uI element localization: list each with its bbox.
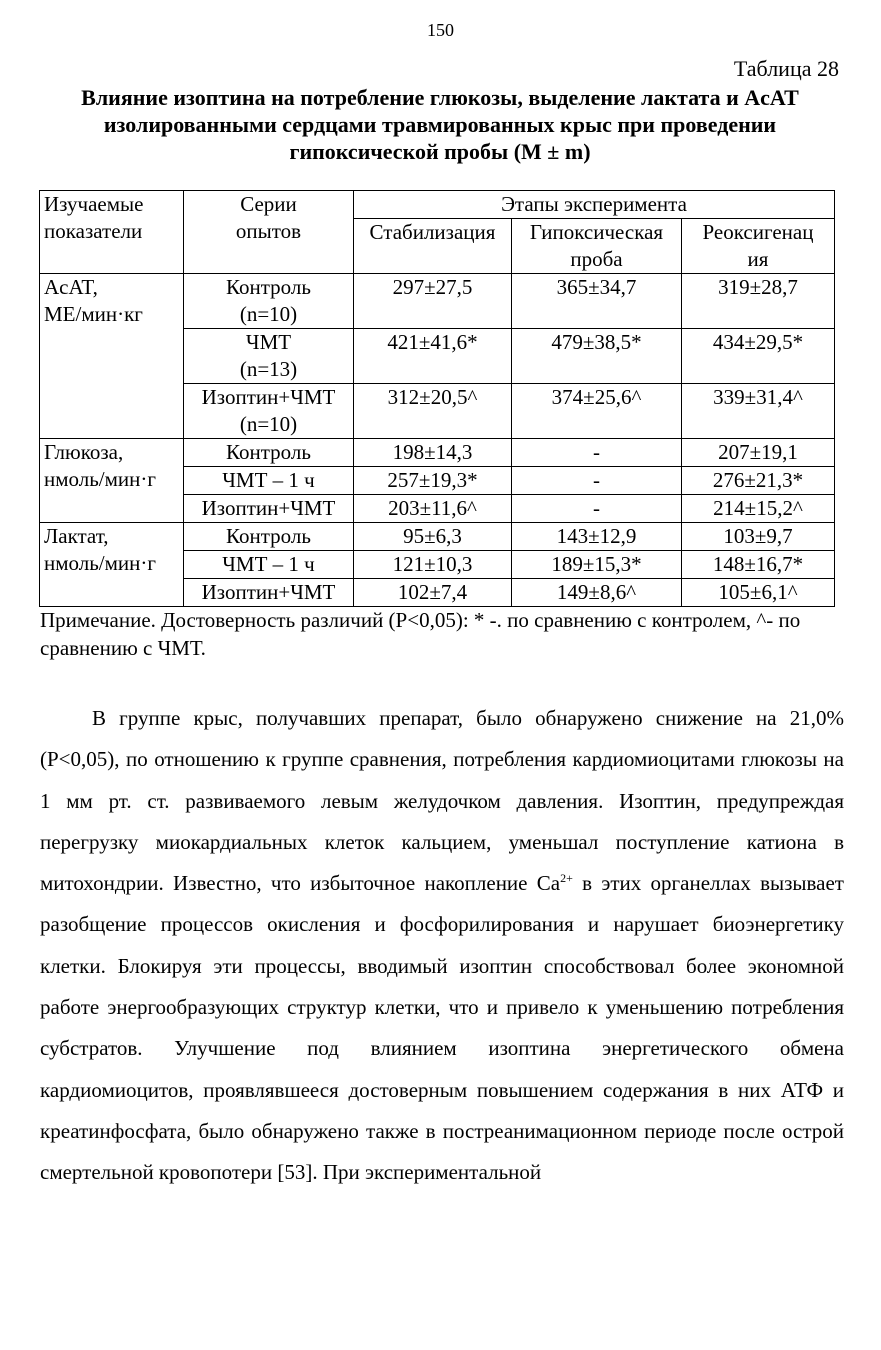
- value-cell: 339±31,4^: [682, 384, 835, 439]
- value-cell: 312±20,5^: [354, 384, 512, 439]
- value-cell: 434±29,5*: [682, 329, 835, 384]
- value-cell: 143±12,9: [512, 523, 682, 551]
- value-cell: 276±21,3*: [682, 467, 835, 495]
- value-cell: 207±19,1: [682, 439, 835, 467]
- value-cell: 148±16,7*: [682, 551, 835, 579]
- table-title: [40, 84, 840, 165]
- value-cell: 297±27,5: [354, 274, 512, 329]
- value-cell: 421±41,6*: [354, 329, 512, 384]
- header-indicators: Изучаемые показатели: [40, 191, 184, 274]
- indicator-cell: Глюкоза, нмоль/мин·г: [40, 439, 184, 523]
- series-cell: Изоптин+ЧМТ: [184, 495, 354, 523]
- series-cell: ЧМТ – 1 ч: [184, 467, 354, 495]
- header-series: Серии опытов: [184, 191, 354, 274]
- value-cell: 214±15,2^: [682, 495, 835, 523]
- series-cell: Контроль: [184, 439, 354, 467]
- page-number: 150: [427, 20, 454, 40]
- superscript: 2+: [560, 871, 573, 886]
- value-cell: 103±9,7: [682, 523, 835, 551]
- value-cell: 203±11,6^: [354, 495, 512, 523]
- value-cell: 374±25,6^: [512, 384, 682, 439]
- series-cell: Контроль (n=10): [184, 274, 354, 329]
- indicator-cell: AcAT, МЕ/мин·кг: [40, 274, 184, 439]
- value-cell: 257±19,3*: [354, 467, 512, 495]
- value-cell: 189±15,3*: [512, 551, 682, 579]
- series-cell: ЧМТ – 1 ч: [184, 551, 354, 579]
- table-title-line: гипоксической пробы (M ± m): [289, 139, 591, 164]
- series-cell: ЧМТ (n=13): [184, 329, 354, 384]
- header-stages: Этапы эксперимента: [354, 191, 835, 219]
- value-cell: 105±6,1^: [682, 579, 835, 607]
- series-cell: Изоптин+ЧМТ: [184, 579, 354, 607]
- series-cell: Контроль: [184, 523, 354, 551]
- value-cell: -: [512, 439, 682, 467]
- value-cell: 149±8,6^: [512, 579, 682, 607]
- value-cell: 121±10,3: [354, 551, 512, 579]
- paragraph: [40, 698, 844, 1194]
- table-row: [40, 274, 835, 329]
- table-header-row: [40, 191, 835, 219]
- body-text: [40, 698, 844, 1194]
- value-cell: 198±14,3: [354, 439, 512, 467]
- table-label: Таблица 28: [733, 56, 839, 81]
- header-hypoxic: Гипоксическая проба: [512, 219, 682, 274]
- table-title-line: изолированными сердцами травмированных крыс при проведении: [103, 112, 777, 137]
- value-cell: 319±28,7: [682, 274, 835, 329]
- value-cell: -: [512, 495, 682, 523]
- value-cell: 479±38,5*: [512, 329, 682, 384]
- header-reoxygenation: Реоксигенац ия: [682, 219, 835, 274]
- indicator-cell: Лактат, нмоль/мин·г: [40, 523, 184, 607]
- table-row: [40, 439, 835, 467]
- paragraph-text: В группе крыс, получавших препарат, было обнаружено снижение на 21,0% (P<0,05), по отношению к группе сравнения, потребления кардиомиоцитами глюкозы на 1 мм рт. ст. развиваемого левым желудочком давления. Изоптин, предупреждая перегрузку миокардиальных клеток кальцием, уменьшал поступление катиона в митохондрии. Известно, что избыточное накопление Ca: [40, 706, 844, 896]
- value-cell: 102±7,4: [354, 579, 512, 607]
- results-table: [39, 190, 835, 607]
- series-cell: Изоптин+ЧМТ (n=10): [184, 384, 354, 439]
- value-cell: 95±6,3: [354, 523, 512, 551]
- value-cell: -: [512, 467, 682, 495]
- table-row: [40, 523, 835, 551]
- header-stabilization: Стабилизация: [354, 219, 512, 274]
- table-note: Примечание. Достоверность различий (P<0,05): * -. по сравнению с контролем, ^- по сравнению с ЧМТ.: [40, 608, 801, 660]
- paragraph-text: в этих органеллах вызывает разобщение процессов окисления и фосфорилирования и нарушает биоэнергетику клетки. Блокируя эти процессы, вводимый изоптин способствовал более экономной работе энергообразующих структур клетки, что и привело к уменьшению потребления субстратов. Улучшение под влиянием изоптина энергетического обмена кардиомиоцитов, проявлявшееся достоверным повышением содержания в них АТФ и креатинфосфата, было обнаружено также в постреанимационном периоде после острой смертельной кровопотери [53]. При экспериментальной: [40, 871, 844, 1185]
- table-title-line: Влияние изоптина на потребление глюкозы, выделение лактата и AcAT: [81, 85, 799, 110]
- value-cell: 365±34,7: [512, 274, 682, 329]
